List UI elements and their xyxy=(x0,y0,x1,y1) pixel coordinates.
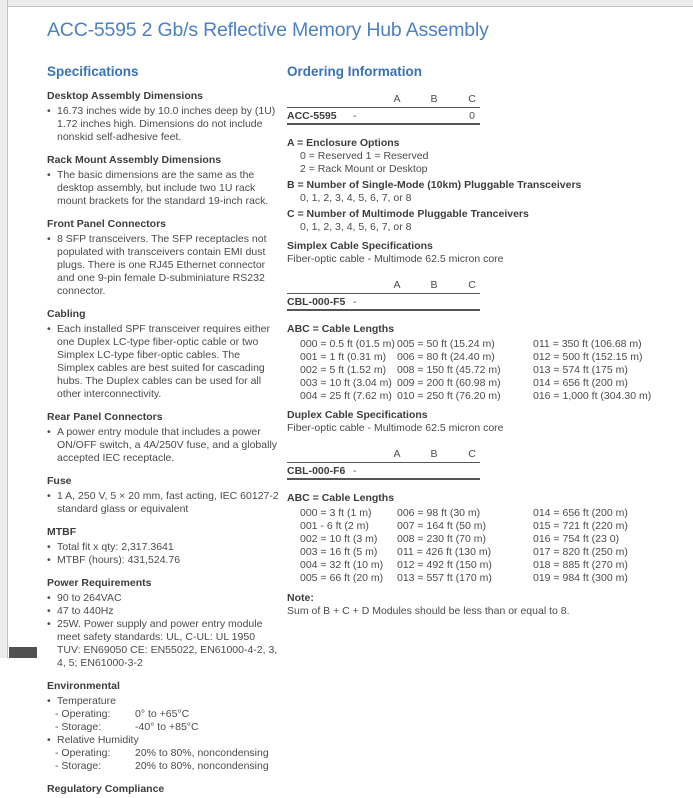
spec-bullet: • 90 to 264VAC xyxy=(47,592,280,605)
spec-section-title: Cabling xyxy=(47,308,86,320)
cable-length-column xyxy=(397,507,533,585)
duplex-title: Duplex Cable Specifications xyxy=(287,409,428,421)
bullet-list xyxy=(47,592,280,670)
table-col-header-c: C xyxy=(468,279,476,291)
order-table-header-row xyxy=(287,94,480,108)
ordering-column xyxy=(287,64,683,618)
env-row-label: - Storage: xyxy=(55,760,102,772)
cable-length-item: 003 = 10 ft (3.04 m) xyxy=(300,377,392,389)
table-col-header-b: B xyxy=(430,93,438,105)
table-col-header-c: C xyxy=(468,448,476,460)
spec-bullet: • Each installed SPF transceiver requires either one Duplex LC-type fiber-optic cable or two Simplex LC-type fiber-optic cables. The Simplex cables are best suited for cascading hubs. The Duplex cables can be used for all other interconnectivity. xyxy=(47,323,280,401)
model-number: CBL-000-F6 xyxy=(287,465,346,477)
env-row-value: -40° to +85°C xyxy=(135,721,199,733)
spec-section-title: Rear Panel Connectors xyxy=(47,411,163,423)
bullet-list xyxy=(47,105,280,144)
spec-bullet: • 25W. Power supply and power entry module meet safety standards: UL, C-UL: UL 1950 TUV: EN69050 CE: EN55022, EN61000-4-2, 3, 4, 5; EN61000-3-2 xyxy=(47,618,280,670)
spec-section-power xyxy=(47,577,280,670)
spec-section-front-panel xyxy=(47,218,280,298)
env-row xyxy=(47,760,280,773)
simplex-lengths-grid xyxy=(287,338,683,403)
option-line: 0, 1, 2, 3, 4, 5, 6, 7, or 8 xyxy=(300,221,412,233)
duplex-subtitle: Fiber-optic cable - Multimode 62.5 micron core xyxy=(287,422,504,434)
spec-section-rack-dimensions xyxy=(47,154,280,208)
table-col-header-a: A xyxy=(393,93,401,105)
spec-bullet: • 16.73 inches wide by 10.0 inches deep by (1U) 1.72 inches high. Dimensions do not include nonskid self-adhesive feet. xyxy=(47,105,280,144)
table-col-header-a: A xyxy=(393,279,401,291)
bullet-list xyxy=(47,233,280,298)
cable-length-item: 014 = 656 ft (200 m) xyxy=(533,507,628,519)
cable-length-item: 001 = 1 ft (0.31 m) xyxy=(300,351,387,363)
option-group-a xyxy=(287,137,683,176)
env-row-value: 20% to 80%, noncondensing xyxy=(135,760,269,772)
cable-length-column xyxy=(300,507,397,585)
cable-length-item: 006 = 98 ft (30 m) xyxy=(397,507,481,519)
env-row-label: - Storage: xyxy=(55,721,102,733)
option-title: C = Number of Multimode Pluggable Tranceivers xyxy=(287,208,529,220)
table-col-header-a: A xyxy=(393,448,401,460)
left-margin-strip xyxy=(0,0,8,658)
dark-corner-block xyxy=(9,647,37,658)
value-cell-c: 0 xyxy=(469,110,475,122)
option-line: 2 = Rack Mount or Desktop xyxy=(300,163,428,175)
env-row xyxy=(47,721,280,734)
spec-section-title: Environmental xyxy=(47,680,120,692)
spec-bullet: • The basic dimensions are the same as the desktop assembly, but include two 1U rack mount brackets for the standard 19-inch rack. xyxy=(47,169,280,208)
spec-bullet: • 1 A, 250 V, 5 × 20 mm, fast acting, IEC 60127-2 standard glass or equivalent xyxy=(47,490,280,516)
option-lines xyxy=(287,192,683,205)
spec-section-cabling xyxy=(47,308,280,401)
spec-section-title: Desktop Assembly Dimensions xyxy=(47,90,203,102)
spec-section-title: MTBF xyxy=(47,526,77,538)
cable-length-item: 003 = 16 ft (5 m) xyxy=(300,546,378,558)
spec-section-environmental xyxy=(47,680,280,773)
env-row-label: - Operating: xyxy=(55,747,111,759)
duplex-lengths-title: ABC = Cable Lengths xyxy=(287,492,395,504)
option-line: 0, 1, 2, 3, 4, 5, 6, 7, or 8 xyxy=(300,192,412,204)
cable-length-item: 005 = 66 ft (20 m) xyxy=(300,572,384,584)
spec-section-fuse xyxy=(47,475,280,516)
order-table-acc5595 xyxy=(287,94,480,125)
cable-length-item: 004 = 32 ft (10 m) xyxy=(300,559,384,571)
spec-section-regulatory xyxy=(47,783,280,796)
option-lines xyxy=(287,221,683,234)
simplex-title: Simplex Cable Specifications xyxy=(287,240,433,252)
cable-length-item: 004 = 25 ft (7.62 m) xyxy=(300,390,392,402)
cable-length-item: 005 = 50 ft (15.24 m) xyxy=(397,338,495,350)
option-lines xyxy=(287,150,683,176)
spec-bullet: • 47 to 440Hz xyxy=(47,605,280,618)
cable-length-item: 007 = 164 ft (50 m) xyxy=(397,520,487,532)
cable-length-item: 010 = 250 ft (76.20 m) xyxy=(397,390,501,402)
cable-length-column xyxy=(397,338,533,403)
spec-bullet: • MTBF (hours): 431,524.76 xyxy=(47,554,280,567)
spec-section-title: Power Requirements xyxy=(47,577,152,589)
env-row-value: 0° to +65°C xyxy=(135,708,190,720)
spec-section-title: Regulatory Compliance xyxy=(47,783,165,795)
env-group-name: • Temperature xyxy=(47,695,280,708)
bullet-list xyxy=(47,490,280,516)
option-group-b xyxy=(287,179,683,205)
env-row-label: - Operating: xyxy=(55,708,111,720)
duplex-lengths-grid xyxy=(287,507,683,585)
cable-length-item: 013 = 574 ft (175 m) xyxy=(533,364,628,376)
page-title: ACC-5595 2 Gb/s Reflective Memory Hub Assembly xyxy=(47,19,489,41)
dash-cell: - xyxy=(353,465,357,477)
cable-length-item: 011 = 350 ft (106.68 m) xyxy=(533,338,642,350)
cable-length-item: 014 = 656 ft (200 m) xyxy=(533,377,628,389)
env-group-name: • Relative Humidity xyxy=(47,734,280,747)
spec-section-title: Front Panel Connectors xyxy=(47,218,167,230)
note-block xyxy=(287,592,683,618)
specifications-column xyxy=(47,64,280,798)
specifications-heading: Specifications xyxy=(47,64,139,79)
spec-bullet: • 8 SFP transceivers. The SFP receptacles not populated with transceivers contain EMI dust plugs. There is one RJ45 Ethernet connector and one 9-pin female D-subminiature RS232 connector. xyxy=(47,233,280,298)
order-table-row xyxy=(287,294,480,311)
note-title: Note: xyxy=(287,592,314,604)
cable-length-item: 019 = 984 ft (300 m) xyxy=(533,572,628,584)
bullet-list xyxy=(47,426,280,465)
dash-cell: - xyxy=(353,110,357,122)
cable-length-item: 008 = 150 ft (45.72 m) xyxy=(397,364,501,376)
table-col-header-b: B xyxy=(430,279,438,291)
cable-length-item: 002 = 5 ft (1.52 m) xyxy=(300,364,387,376)
env-row xyxy=(47,708,280,721)
simplex-subtitle: Fiber-optic cable - Multimode 62.5 micron core xyxy=(287,253,504,265)
order-table-header-row xyxy=(287,449,480,463)
option-group-c xyxy=(287,208,683,234)
cable-length-item: 016 = 754 ft (23 0) xyxy=(533,533,620,545)
table-col-header-b: B xyxy=(430,448,438,460)
spec-section-rear-panel xyxy=(47,411,280,465)
spec-section-title: Rack Mount Assembly Dimensions xyxy=(47,154,222,166)
cable-length-item: 016 = 1,000 ft (304.30 m) xyxy=(533,390,652,402)
cable-length-item: 000 = 3 ft (1 m) xyxy=(300,507,372,519)
cable-length-item: 013 = 557 ft (170 m) xyxy=(397,572,492,584)
bullet-list xyxy=(47,169,280,208)
cable-length-item: 009 = 200 ft (60.98 m) xyxy=(397,377,501,389)
bullet-list xyxy=(47,541,280,567)
cable-length-item: 011 = 426 ft (130 m) xyxy=(397,546,492,558)
env-row xyxy=(47,747,280,760)
top-margin-strip xyxy=(0,0,693,7)
bullet-list xyxy=(47,323,280,401)
dash-cell: - xyxy=(353,296,357,308)
spec-section-desktop-dimensions xyxy=(47,90,280,144)
cable-length-item: 008 = 230 ft (70 m) xyxy=(397,533,487,545)
cable-length-item: 000 = 0.5 ft (01.5 m) xyxy=(300,338,395,350)
order-table-cbl-f6 xyxy=(287,449,480,480)
note-text: Sum of B + C + D Modules should be less than or equal to 8. xyxy=(287,605,570,617)
cable-length-column xyxy=(533,338,683,403)
model-number: ACC-5595 xyxy=(287,110,337,122)
spec-section-title: Fuse xyxy=(47,475,72,487)
order-table-header-row xyxy=(287,280,480,294)
spec-section-mtbf xyxy=(47,526,280,567)
cable-length-item: 001 - 6 ft (2 m) xyxy=(300,520,369,532)
option-title: A = Enclosure Options xyxy=(287,137,400,149)
ordering-heading: Ordering Information xyxy=(287,64,422,79)
cable-length-item: 012 = 500 ft (152.15 m) xyxy=(533,351,643,363)
simplex-lengths-title: ABC = Cable Lengths xyxy=(287,323,395,335)
cable-length-column xyxy=(300,338,397,403)
cable-length-item: 015 = 721 ft (220 m) xyxy=(533,520,628,532)
model-number: CBL-000-F5 xyxy=(287,296,346,308)
env-row-value: 20% to 80%, noncondensing xyxy=(135,747,269,759)
cable-length-item: 002 = 10 ft (3 m) xyxy=(300,533,378,545)
spec-bullet: • Total fit x qty: 2,317.3641 xyxy=(47,541,280,554)
option-line: 0 = Reserved 1 = Reserved xyxy=(300,150,429,162)
table-col-header-c: C xyxy=(468,93,476,105)
order-table-cbl-f5 xyxy=(287,280,480,311)
spec-bullet: • A power entry module that includes a power ON/OFF switch, a 4A/250V fuse, and a globally accepted IEC receptacle. xyxy=(47,426,280,465)
order-table-row xyxy=(287,463,480,480)
option-title: B = Number of Single-Mode (10km) Pluggable Transceivers xyxy=(287,179,582,191)
cable-length-item: 012 = 492 ft (150 m) xyxy=(397,559,492,571)
cable-length-item: 018 = 885 ft (270 m) xyxy=(533,559,628,571)
order-table-row xyxy=(287,108,480,125)
cable-length-item: 006 = 80 ft (24.40 m) xyxy=(397,351,495,363)
cable-length-item: 017 = 820 ft (250 m) xyxy=(533,546,628,558)
cable-length-column xyxy=(533,507,683,585)
